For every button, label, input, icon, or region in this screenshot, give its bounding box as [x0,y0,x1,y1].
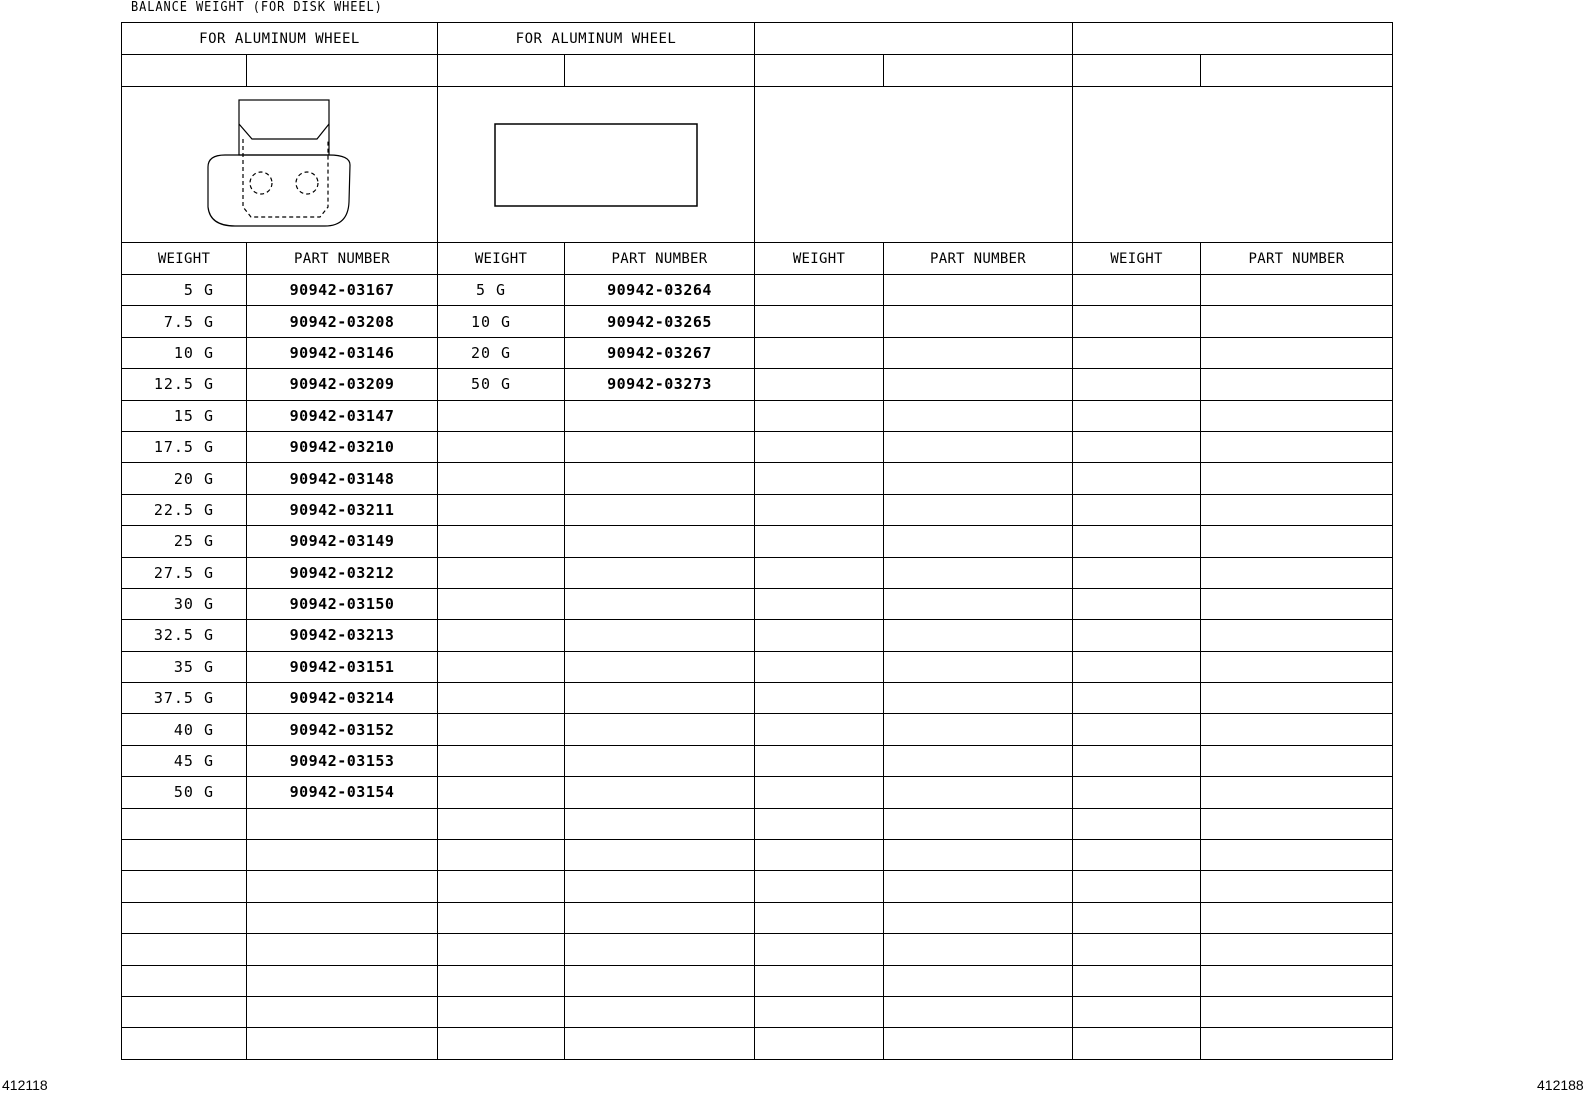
weight-cell [438,588,565,619]
weight-cell [755,557,884,588]
part-number-cell [884,275,1073,306]
part-number-cell [1201,840,1393,871]
part-number-cell [247,840,438,871]
part-number-cell: 90942-03210 [247,431,438,462]
weight-cell: 25 G [122,526,247,557]
part-number-cell [565,996,755,1027]
figure-cell-4 [1073,87,1393,243]
part-number-cell [884,777,1073,808]
part-number-cell [1201,306,1393,337]
weight-cell: 27.5 G [122,557,247,588]
weight-cell [438,400,565,431]
subheader-cell [565,55,755,87]
part-number-cell [884,651,1073,682]
part-number-cell [247,996,438,1027]
table-row [122,369,1393,400]
part-number-cell [565,934,755,965]
table-row [122,588,1393,619]
part-number-cell [565,745,755,776]
weight-cell [1073,871,1201,902]
weight-cell [438,808,565,839]
part-number-cell [247,1028,438,1059]
page-title: BALANCE WEIGHT (FOR DISK WHEEL) [131,0,383,15]
weight-cell [438,494,565,525]
part-number-cell [1201,1028,1393,1059]
group-label-aluminum-wheel-2: FOR ALUMINUM WHEEL [438,23,755,55]
subheader-cell [1073,55,1201,87]
part-number-cell [884,620,1073,651]
table-row [122,714,1393,745]
weight-cell [122,1028,247,1059]
part-number-header: PART NUMBER [1201,243,1393,275]
part-number-cell [884,463,1073,494]
weight-cell: 30 G [122,588,247,619]
weight-cell [1073,431,1201,462]
part-number-cell [247,934,438,965]
weight-cell: 12.5 G [122,369,247,400]
weight-cell [122,808,247,839]
weight-cell [438,745,565,776]
part-number-cell [884,400,1073,431]
clip-on-weight-icon [200,97,360,232]
part-number-cell [565,1028,755,1059]
part-number-cell [884,369,1073,400]
subheader-cell [755,55,884,87]
part-number-cell [1201,275,1393,306]
part-number-cell [1201,557,1393,588]
part-number-cell: 90942-03151 [247,651,438,682]
table-row [122,683,1393,714]
part-number-cell [884,557,1073,588]
part-number-cell [1201,934,1393,965]
weight-cell [438,934,565,965]
weight-cell [1073,683,1201,714]
table-row [122,275,1393,306]
subheader-cell [438,55,565,87]
weight-cell [755,369,884,400]
part-number-cell [884,745,1073,776]
part-number-cell [1201,965,1393,996]
weight-cell: 45 G [122,745,247,776]
weight-cell [1073,714,1201,745]
part-number-cell: 90942-03167 [247,275,438,306]
weight-cell [755,996,884,1027]
weight-header: WEIGHT [122,243,247,275]
weight-cell [755,526,884,557]
figure-code-right: 412188 [1537,1077,1584,1093]
part-number-cell: 90942-03146 [247,337,438,368]
weight-cell: 32.5 G [122,620,247,651]
part-number-cell [1201,620,1393,651]
weight-cell [1073,808,1201,839]
weight-header: WEIGHT [438,243,565,275]
weight-cell [1073,1028,1201,1059]
weight-cell [1073,526,1201,557]
part-number-cell [565,526,755,557]
weight-header: WEIGHT [1073,243,1201,275]
weight-cell [438,902,565,933]
weight-cell [122,840,247,871]
part-number-cell [884,588,1073,619]
part-number-header: PART NUMBER [565,243,755,275]
table-row [122,902,1393,933]
weight-cell [1073,902,1201,933]
part-number-cell [565,588,755,619]
part-number-cell [1201,683,1393,714]
weight-cell [1073,463,1201,494]
figure-cell-3 [755,87,1073,243]
balance-weight-table [121,22,1393,1060]
part-number-cell [565,683,755,714]
part-number-cell: 90942-03209 [247,369,438,400]
part-number-cell: 90942-03148 [247,463,438,494]
weight-cell [438,526,565,557]
part-number-cell: 90942-03273 [565,369,755,400]
part-number-cell [565,463,755,494]
weight-cell [755,400,884,431]
weight-cell [122,965,247,996]
weight-cell: 35 G [122,651,247,682]
part-number-cell [1201,463,1393,494]
table-row [122,306,1393,337]
weight-cell [122,934,247,965]
weight-cell [1073,400,1201,431]
table-row [122,526,1393,557]
part-number-cell [565,400,755,431]
weight-cell [1073,745,1201,776]
part-number-cell [884,965,1073,996]
part-number-cell [565,557,755,588]
figure-code-left: 412118 [2,1077,48,1093]
weight-cell [1073,965,1201,996]
part-number-cell: 90942-03214 [247,683,438,714]
part-number-cell [565,651,755,682]
part-number-cell [565,902,755,933]
weight-cell [755,714,884,745]
weight-cell [1073,620,1201,651]
table-row [122,337,1393,368]
weight-cell [438,1028,565,1059]
part-number-cell [1201,714,1393,745]
part-number-cell [1201,902,1393,933]
weight-cell: 10 G [438,306,565,337]
part-number-cell [1201,871,1393,902]
part-number-cell [247,902,438,933]
table-row [122,1028,1393,1059]
weight-cell [755,871,884,902]
weight-cell [122,871,247,902]
part-number-cell [1201,400,1393,431]
table-row [122,620,1393,651]
table-row [122,996,1393,1027]
weight-cell [438,996,565,1027]
weight-cell: 7.5 G [122,306,247,337]
figure-cell-1 [122,87,438,243]
weight-cell [755,683,884,714]
weight-cell [755,431,884,462]
weight-cell [755,588,884,619]
weight-cell: 5 G [438,275,565,306]
weight-cell [438,840,565,871]
weight-cell [1073,588,1201,619]
part-number-cell [884,934,1073,965]
weight-cell [755,620,884,651]
weight-cell [1073,777,1201,808]
table-row [122,808,1393,839]
weight-cell: 50 G [122,777,247,808]
weight-cell [755,337,884,368]
part-number-cell [565,808,755,839]
weight-cell [1073,494,1201,525]
group-label-aluminum-wheel-1: FOR ALUMINUM WHEEL [122,23,438,55]
weight-cell [755,934,884,965]
part-number-cell: 90942-03150 [247,588,438,619]
part-number-cell: 90942-03149 [247,526,438,557]
figure-cell-2 [438,87,755,243]
table-row [122,651,1393,682]
part-number-cell [884,871,1073,902]
part-number-cell: 90942-03153 [247,745,438,776]
part-number-cell: 90942-03147 [247,400,438,431]
weight-cell: 5 G [122,275,247,306]
weight-cell [438,871,565,902]
part-number-cell: 90942-03265 [565,306,755,337]
part-number-cell [1201,588,1393,619]
weight-cell: 50 G [438,369,565,400]
weight-cell [122,996,247,1027]
part-number-cell [884,431,1073,462]
part-number-cell [884,494,1073,525]
weight-cell [755,745,884,776]
table-row [122,777,1393,808]
part-number-cell [565,714,755,745]
part-number-cell: 90942-03152 [247,714,438,745]
weight-header: WEIGHT [755,243,884,275]
table-row [122,557,1393,588]
weight-cell [438,463,565,494]
weight-cell [438,714,565,745]
weight-cell [438,620,565,651]
table-row [122,934,1393,965]
weight-cell: 20 G [122,463,247,494]
part-number-cell [565,620,755,651]
subheader-cell [884,55,1073,87]
part-number-cell: 90942-03267 [565,337,755,368]
part-number-cell [247,808,438,839]
table-row [122,400,1393,431]
weight-cell: 22.5 G [122,494,247,525]
part-number-cell [884,840,1073,871]
part-number-cell [1201,337,1393,368]
subheader-cell [1201,55,1393,87]
weight-cell [438,431,565,462]
weight-cell [438,651,565,682]
table-row [122,494,1393,525]
weight-cell [755,494,884,525]
table-row [122,965,1393,996]
part-number-cell [884,306,1073,337]
part-number-cell [1201,369,1393,400]
weight-cell [438,557,565,588]
group-label-4 [1073,23,1393,55]
part-number-cell [884,337,1073,368]
table-row [122,745,1393,776]
weight-cell [438,683,565,714]
subheader-cell [247,55,438,87]
weight-cell [755,306,884,337]
weight-cell [438,777,565,808]
weight-cell: 20 G [438,337,565,368]
part-number-cell [565,840,755,871]
subheader-cell [122,55,247,87]
part-number-cell: 90942-03264 [565,275,755,306]
part-number-cell [565,965,755,996]
part-number-cell [884,996,1073,1027]
part-number-cell [565,494,755,525]
table-row [122,871,1393,902]
part-number-cell [565,431,755,462]
part-number-cell [884,1028,1073,1059]
weight-cell [1073,557,1201,588]
part-number-cell: 90942-03212 [247,557,438,588]
weight-cell: 37.5 G [122,683,247,714]
weight-cell [1073,651,1201,682]
part-number-cell [1201,651,1393,682]
part-number-header: PART NUMBER [884,243,1073,275]
weight-cell [755,777,884,808]
adhesive-weight-icon [493,122,699,208]
weight-cell: 15 G [122,400,247,431]
part-number-cell [1201,745,1393,776]
weight-cell [755,840,884,871]
weight-cell [755,808,884,839]
group-label-3 [755,23,1073,55]
part-number-cell [1201,777,1393,808]
weight-cell [755,463,884,494]
weight-cell [1073,369,1201,400]
part-number-header: PART NUMBER [247,243,438,275]
weight-cell [1073,275,1201,306]
part-number-cell: 90942-03211 [247,494,438,525]
weight-cell [1073,337,1201,368]
part-number-cell: 90942-03208 [247,306,438,337]
weight-cell [122,902,247,933]
part-number-cell [884,902,1073,933]
part-number-cell [1201,808,1393,839]
table-row [122,840,1393,871]
part-number-cell [1201,431,1393,462]
part-number-cell [565,871,755,902]
table-row [122,463,1393,494]
part-number-cell [1201,494,1393,525]
weight-cell [1073,840,1201,871]
part-number-cell [884,808,1073,839]
part-number-cell [884,683,1073,714]
part-number-cell [565,777,755,808]
weight-cell [1073,996,1201,1027]
table-row [122,431,1393,462]
weight-cell: 17.5 G [122,431,247,462]
weight-cell [438,965,565,996]
weight-cell [1073,306,1201,337]
weight-cell: 10 G [122,337,247,368]
weight-cell [755,275,884,306]
part-number-cell: 90942-03213 [247,620,438,651]
part-number-cell [1201,996,1393,1027]
part-number-cell [884,526,1073,557]
part-number-cell [884,714,1073,745]
weight-cell [1073,934,1201,965]
weight-cell [755,1028,884,1059]
weight-cell [755,902,884,933]
part-number-cell [247,871,438,902]
part-number-cell: 90942-03154 [247,777,438,808]
part-number-cell [1201,526,1393,557]
weight-cell: 40 G [122,714,247,745]
weight-cell [755,651,884,682]
part-number-cell [247,965,438,996]
weight-cell [755,965,884,996]
